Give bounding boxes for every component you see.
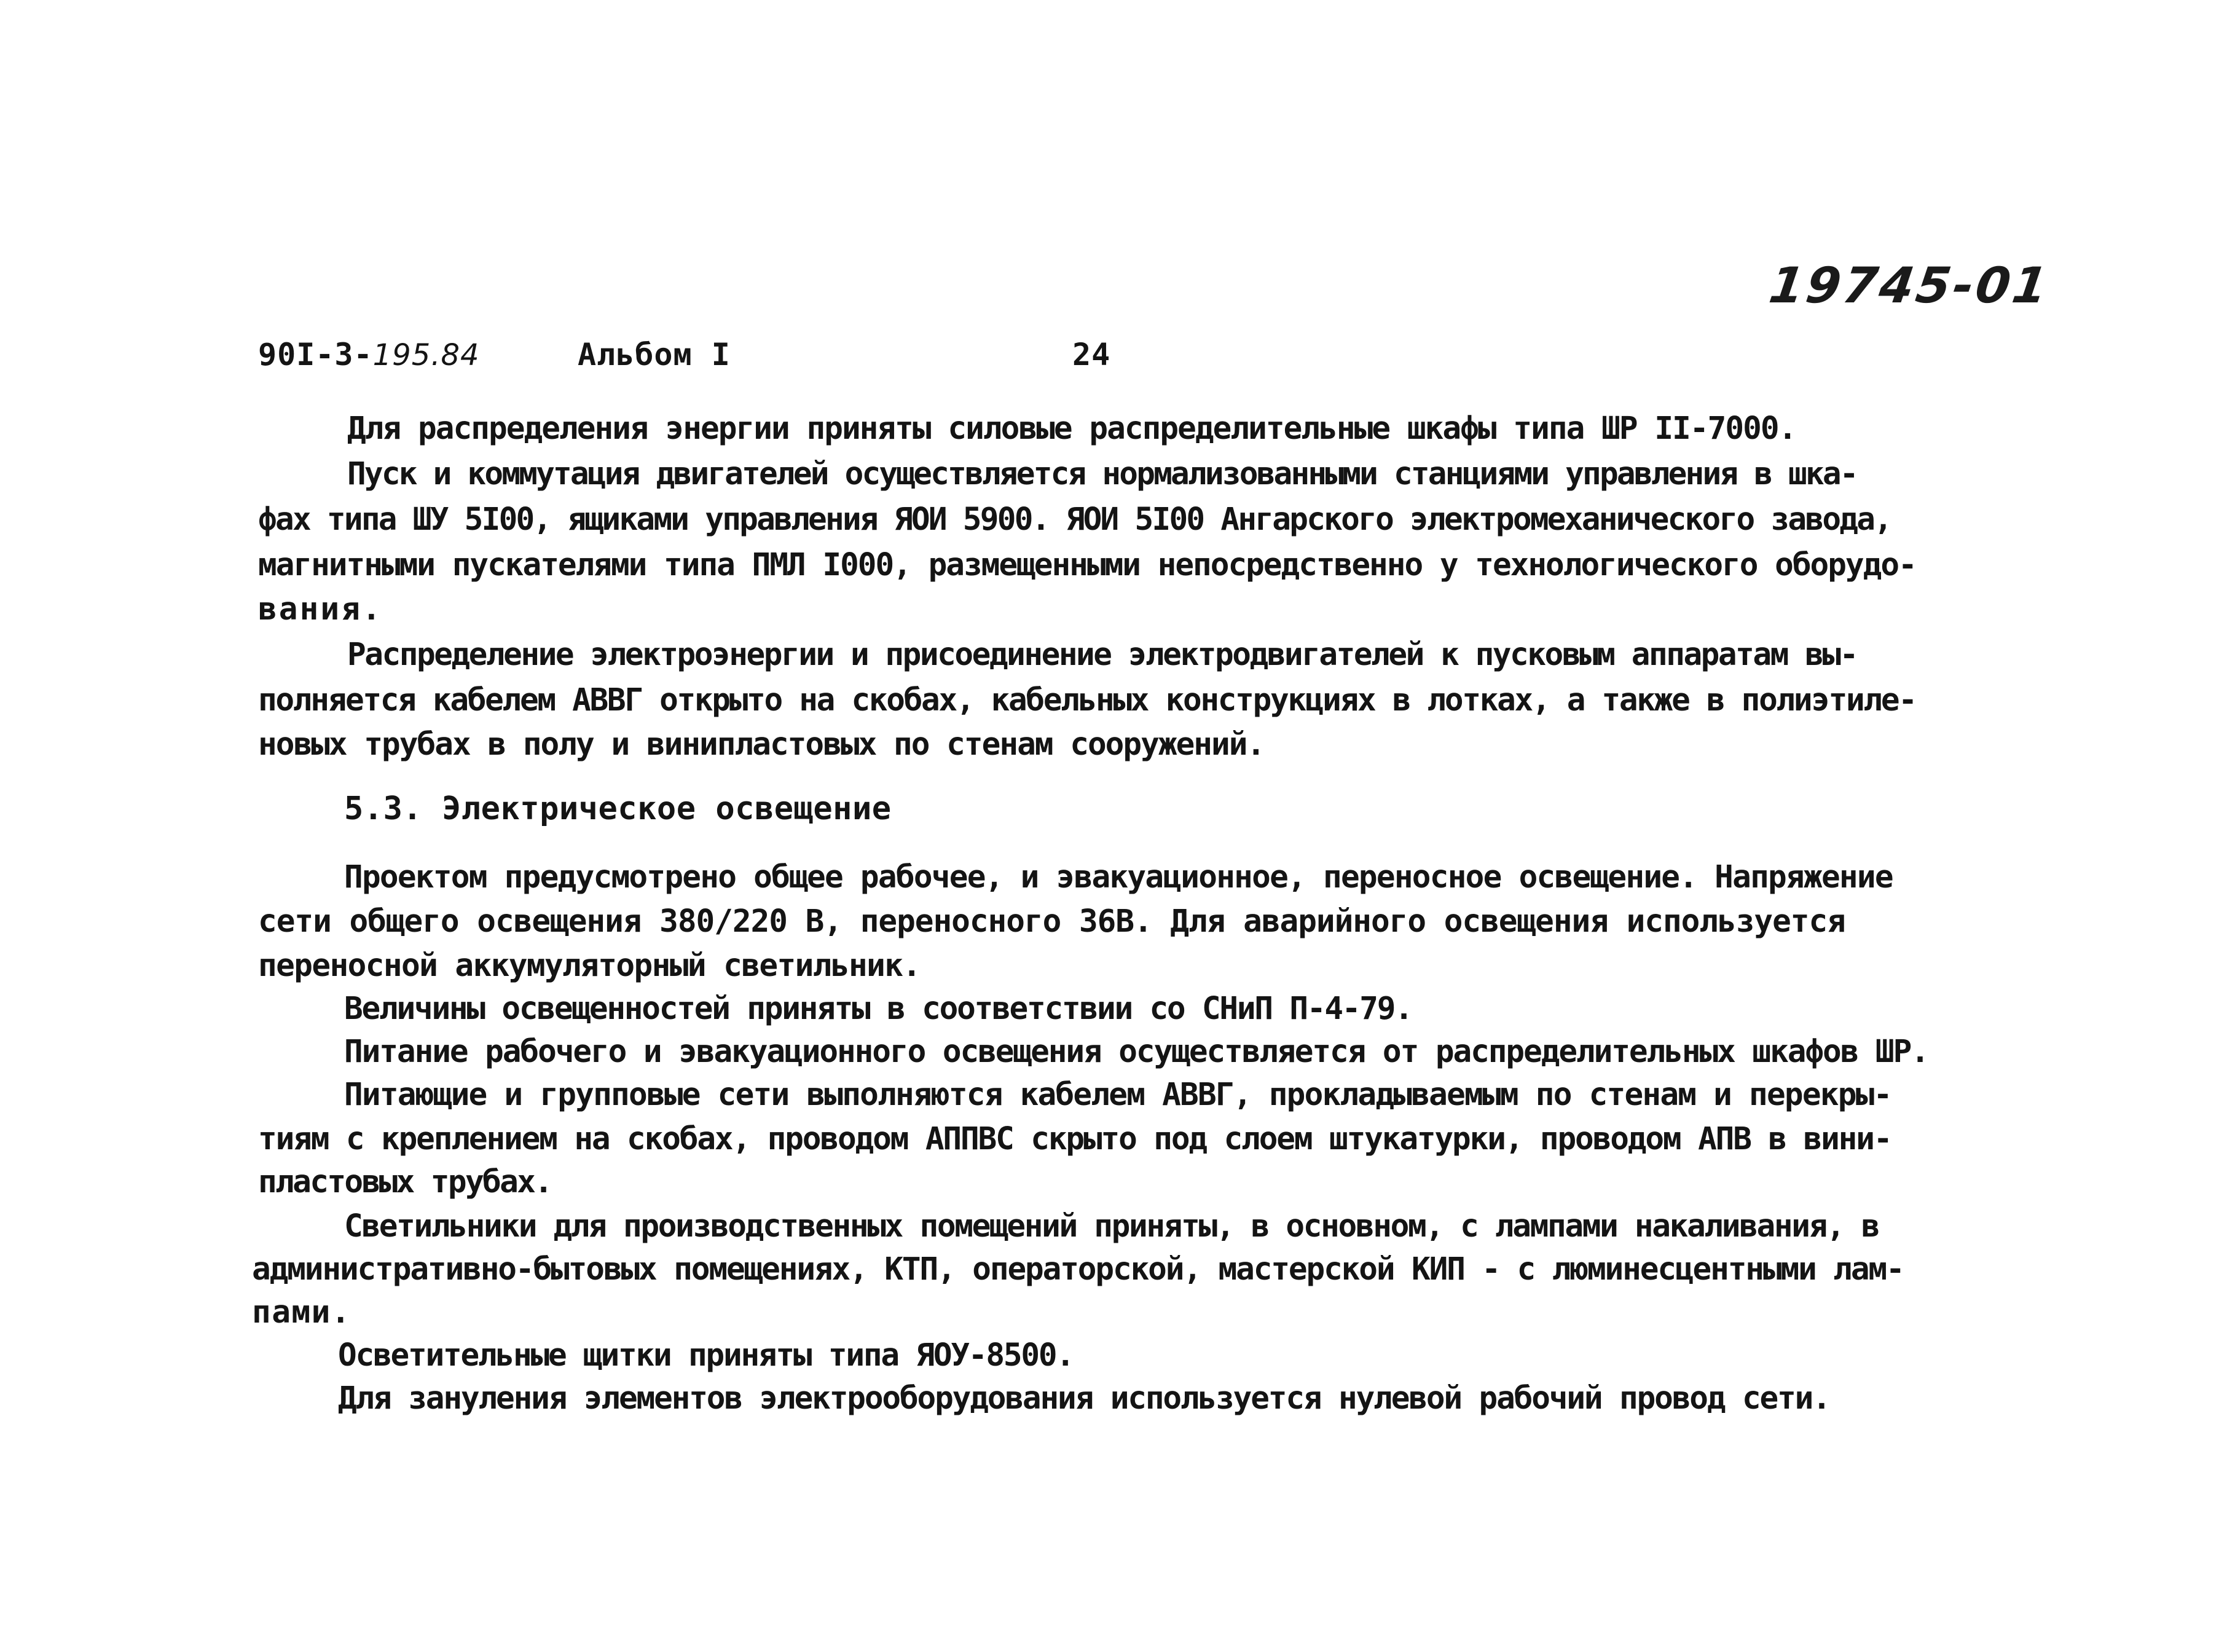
text-line: новых трубах в полу и винипластовых по стенам сооружений. — [258, 726, 1265, 763]
text-line: пами. — [252, 1294, 352, 1331]
text-line: пластовых трубах. — [258, 1164, 552, 1200]
text-line: Для распределения энергии приняты силовые распределительные шкафы типа ШР II-7000. — [347, 411, 1796, 447]
text-line: Светильники для производственных помещений приняты, в основном, с лампами накаливания, в — [344, 1208, 1879, 1245]
document-code — [258, 337, 480, 372]
document-code-typed: 90I-3- — [258, 337, 373, 372]
text-line: административно-бытовых помещениях, КТП, операторской, мастерской КИП - с люминесцентными лам- — [252, 1251, 1904, 1288]
text-line: переносной аккумуляторный светильник. — [258, 948, 921, 984]
text-line: магнитными пускателями типа ПМЛ I000, размещенными непосредственно у технологического оборудо- — [258, 547, 1916, 583]
text-line: Пуск и коммутация двигателей осуществляется нормализованными станциями управления в шка- — [347, 456, 1857, 492]
text-line: сети общего освещения 380/220 В, переносного 36В. Для аварийного освещения используется — [258, 903, 1845, 940]
text-line: Осветительные щитки приняты типа ЯОУ-8500. — [338, 1337, 1074, 1374]
text-line: Величины освещенностей приняты в соответствии со СНиП П-4-79. — [344, 991, 1412, 1027]
section-heading: 5.3. Электрическое освещение — [344, 790, 892, 827]
text-line: Проектом предусмотрено общее рабочее, и эвакуационное, переносное освещение. Напряжение — [344, 859, 1893, 895]
page-number: 24 — [1072, 337, 1111, 372]
text-line: Для зануления элементов электрооборудования используется нулевой рабочий провод сети. — [338, 1380, 1830, 1417]
album-label: Альбом I — [578, 337, 731, 372]
text-line: Распределение электроэнергии и присоединение электродвигателей к пусковым аппаратам вы- — [347, 637, 1857, 673]
text-line: полняется кабелем АВВГ открыто на скобах, кабельных конструкциях в лотках, а также в полиэтиле- — [258, 682, 1916, 718]
text-line: тиям с креплением на скобах, проводом АППВС скрыто под слоем штукатурки, проводом АПВ в вини- — [258, 1121, 1891, 1157]
text-line: Питающие и групповые сети выполняются кабелем АВВГ, прокладываемым по стенам и перекры- — [344, 1077, 1891, 1113]
handwritten-registration-number: 19745-01 — [1765, 257, 2054, 314]
text-line: Питание рабочего и эвакуационного освещения осуществляется от распределительных шкафов ШР. — [344, 1034, 1928, 1070]
document-code-handwritten: 195.84 — [372, 338, 480, 372]
text-line: вания. — [258, 591, 383, 627]
text-line: фах типа ШУ 5I00, ящиками управления ЯОИ 5900. ЯОИ 5I00 Ангарского электромеханического завода, — [258, 502, 1891, 538]
